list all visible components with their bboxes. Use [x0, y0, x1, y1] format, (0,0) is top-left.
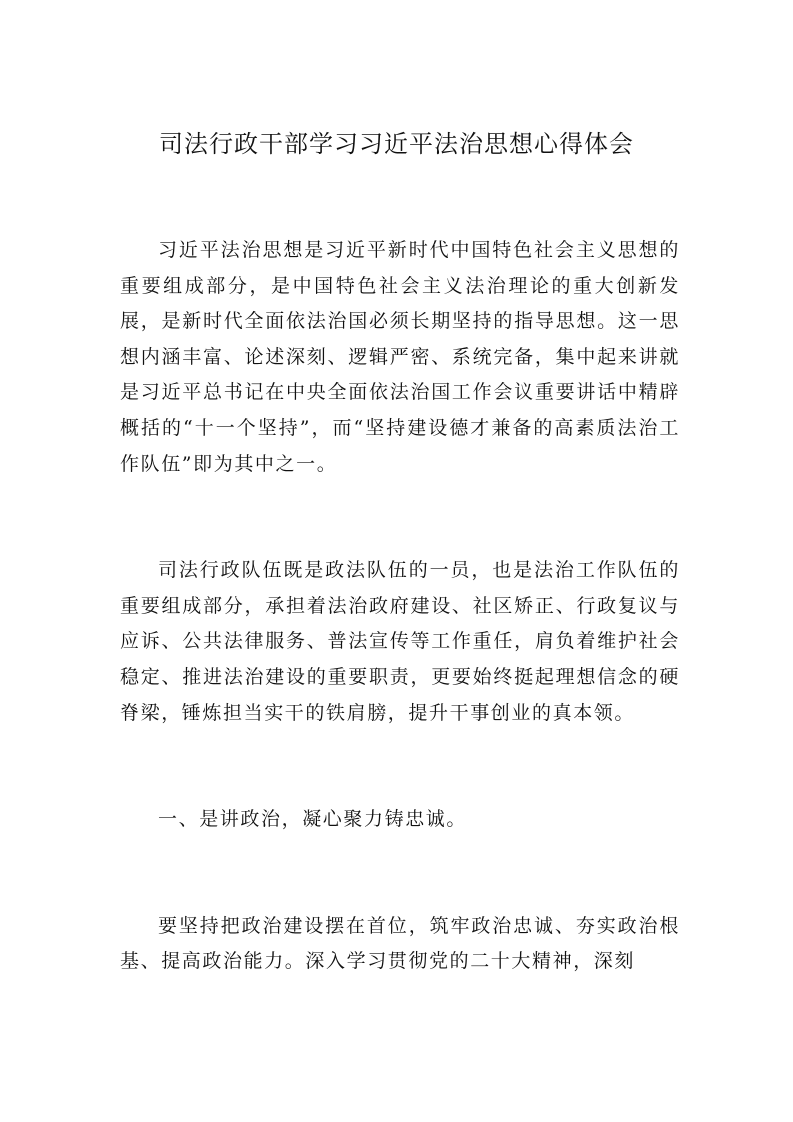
paragraph-spacer: [120, 731, 680, 802]
paragraph-political-building: 要坚持把政治建设摆在首位，筑牢政治忠诚、夯实政治根基、提高政治能力。深入学习贯彻党的二十大精神，深刻: [120, 914, 680, 973]
paragraph-intro: 习近平法治思想是习近平新时代中国特色社会主义思想的重要组成部分，是中国特色社会主义法治理论的重大创新发展，是新时代全面依法治国必须长期坚持的指导思想。这一思想内涵丰富、论述深刻、逻辑严密、系统完备，集中起来讲就是习近平总书记在中央全面依法治国工作会议重要讲话中精辟概括的“十一个坚持”，而“坚持建设德才兼备的高素质法治工作队伍”即为其中之一。: [120, 239, 680, 475]
document-title: 司法行政干部学习习近平法治思想心得体会: [159, 130, 634, 158]
paragraph-spacer: [120, 838, 680, 909]
section-heading-politics: 一、是讲政治，凝心聚力铸忠诚。: [158, 808, 468, 831]
document-body: [120, 233, 680, 980]
paragraph-spacer: [120, 482, 680, 553]
paragraph-team-role: 司法行政队伍既是政法队伍的一员，也是法治工作队伍的重要组成部分，承担着法治政府建设、社区矫正、行政复议与应诉、公共法律服务、普法宣传等工作重任，肩负着维护社会稳定、推进法治建设的重要职责，更要始终挺起理想信念的硬脊梁，锤炼担当实干的铁肩膀，提升干事创业的真本领。: [120, 559, 680, 724]
